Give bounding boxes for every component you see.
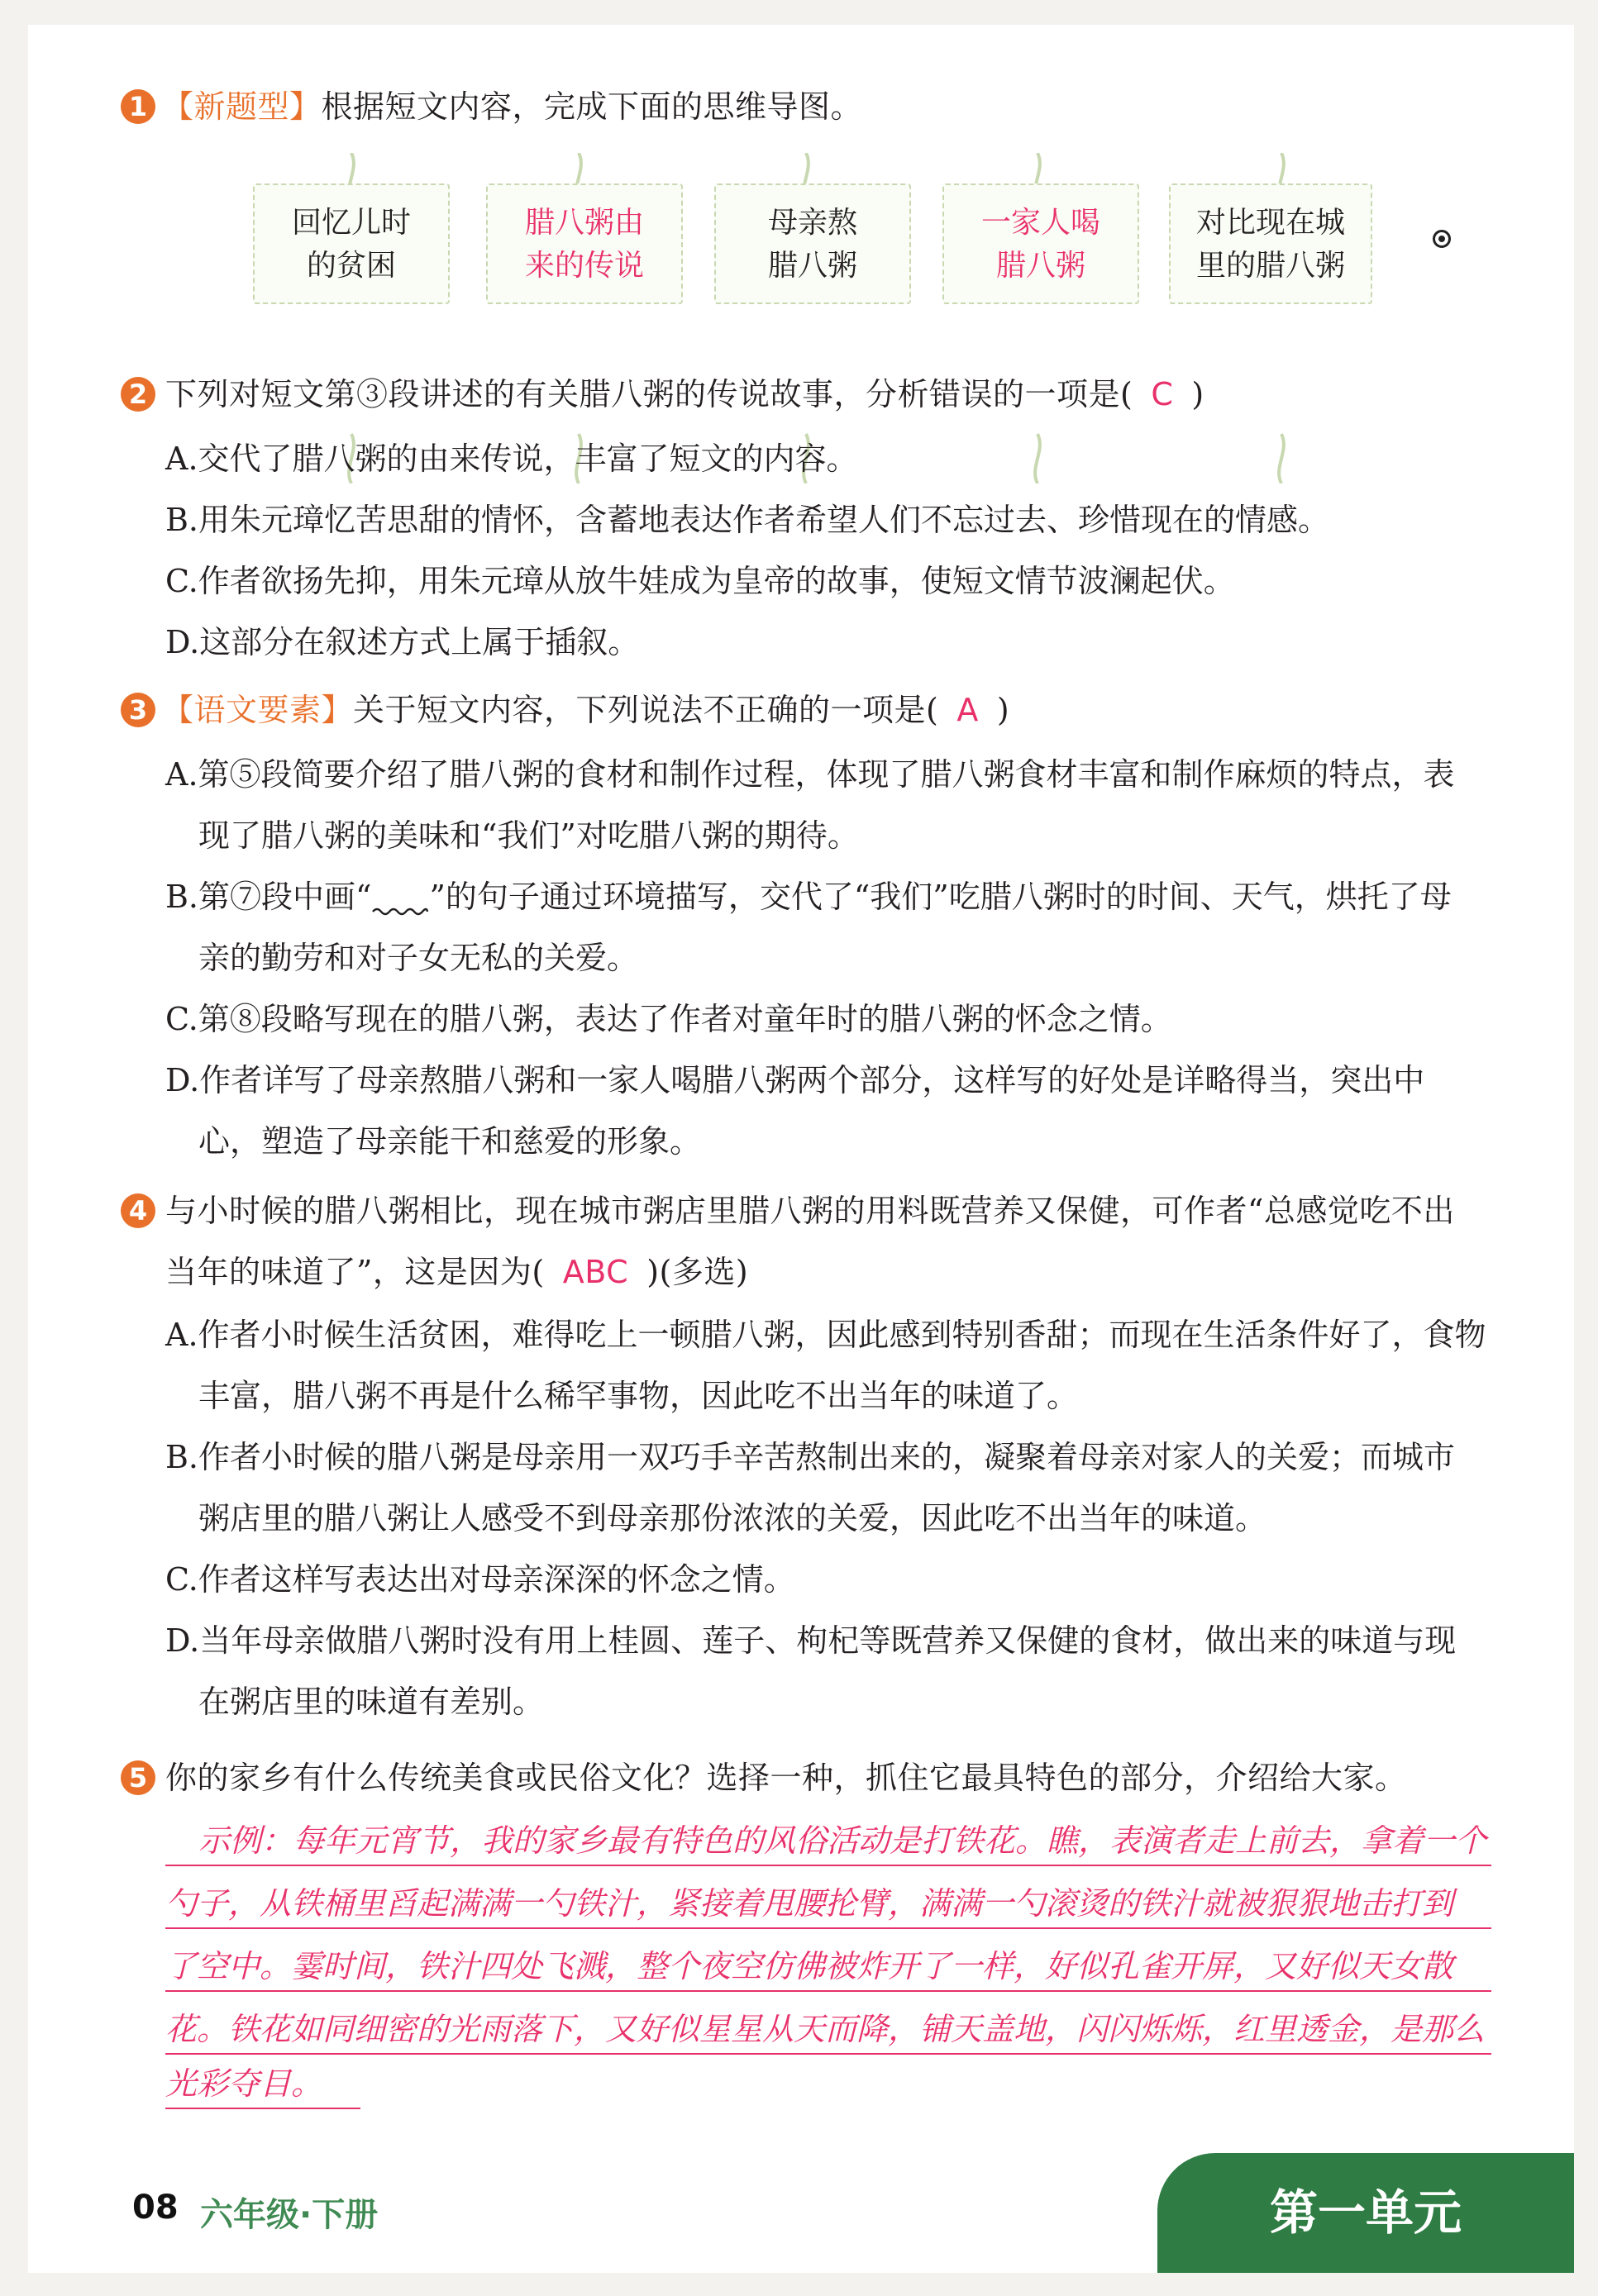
answer-line-4: 花。铁花如同细密的光雨落下，又好似星星从天而降，铺天盖地，闪闪烁烁，红里透金，是那么 — [165, 2011, 1486, 2047]
unit-tab: 第一单元 — [1157, 2153, 1574, 2273]
answer-rule-1 — [165, 1865, 1491, 1866]
q4-option-b-line-2: 粥店里的腊八粥让人感受不到母亲那份浓浓的关爱，因此吃不出当年的味道。 — [198, 1500, 1267, 1536]
mind-map-box-3-line-2: 腊八粥 — [767, 249, 857, 283]
q3-option-b-prefix: B.第⑦段中画“ — [165, 879, 372, 915]
question-5-text: 你的家乡有什么传统美食或民俗文化？选择一种，抓住它最具特色的部分，介绍给大家。 — [165, 1760, 1407, 1796]
page-number: 08 — [132, 2189, 179, 2227]
q4-option-d-line-2: 在粥店里的味道有差别。 — [198, 1684, 545, 1720]
question-2-close-paren: ) — [1191, 376, 1204, 412]
question-4-text-line-2 — [165, 1251, 748, 1293]
answer-line-5: 光彩夺目。 — [165, 2065, 323, 2102]
question-4-answer: ABC — [562, 1254, 629, 1290]
mind-map-box-3-line-1: 母亲熬 — [767, 206, 857, 240]
mind-map-box-2 — [486, 183, 683, 304]
question-3-text — [162, 689, 1009, 731]
question-2-prompt: 下列对短文第③段讲述的有关腊八粥的传说故事，分析错误的一项是( — [165, 376, 1133, 412]
mind-map-box-4-line-1: 一家人喝 — [980, 206, 1100, 240]
question-4-text-line-1: 与小时候的腊八粥相比，现在城市粥店里腊八粥的用料既营养又保健，可作者“总感觉吃不出 — [165, 1193, 1455, 1229]
q3-option-b-line-1 — [165, 876, 1452, 917]
q3-option-a-line-1: A.第⑤段简要介绍了腊八粥的食材和制作过程，体现了腊八粥食材丰富和制作麻烦的特点，表 — [165, 756, 1455, 793]
question-4-prompt: 当年的味道了”，这是因为( — [165, 1254, 545, 1290]
mind-map-box-1-line-2: 的贫困 — [306, 249, 396, 283]
q2-option-a: A.交代了腊八粥的由来传说，丰富了短文的内容。 — [165, 441, 858, 477]
q3-option-b-suffix: ”的句子通过环境描写，交代了“我们”吃腊八粥时的时间、天气，烘托了母 — [429, 879, 1452, 915]
question-number-3: 3 — [121, 693, 155, 727]
grade-label: 六年级·下册 — [200, 2196, 379, 2234]
mind-map-box-1-line-1: 回忆儿时 — [291, 206, 411, 240]
q3-option-d-line-2: 心，塑造了母亲能干和慈爱的形象。 — [198, 1123, 702, 1160]
q4-option-a-line-1: A.作者小时候生活贫困，难得吃上一顿腊八粥，因此感到特别香甜；而现在生活条件好了，食物 — [165, 1317, 1486, 1353]
q4-option-c: C.作者这样写表达出对母亲深深的怀念之情。 — [165, 1561, 795, 1598]
mind-map-box-4 — [942, 183, 1139, 304]
answer-line-1: 示例：每年元宵节，我的家乡最有特色的风俗活动是打铁花。瞧，表演者走上前去，拿着一个 — [198, 1822, 1487, 1859]
question-3-close-paren: ) — [996, 692, 1010, 728]
q3-option-b-line-2: 亲的勤劳和对子女无私的关爱。 — [198, 940, 639, 976]
question-4-multi-select-note: )(多选) — [646, 1254, 749, 1290]
mind-map-box-1 — [253, 183, 450, 304]
question-1-prompt: 根据短文内容，完成下面的思维导图。 — [321, 88, 863, 125]
q3-option-a-line-2: 现了腊八粥的美味和“我们”对吃腊八粥的期待。 — [198, 817, 859, 854]
question-number-5: 5 — [121, 1760, 155, 1795]
q3-option-c: C.第⑧段略写现在的腊八粥，表达了作者对童年时的腊八粥的怀念之情。 — [165, 1001, 1172, 1037]
wavy-underline-icon — [371, 898, 429, 917]
mind-map-box-3 — [714, 183, 911, 304]
question-number-1: 1 — [121, 89, 155, 124]
answer-rule-4 — [165, 2053, 1491, 2055]
bullet-target-icon — [1433, 230, 1451, 248]
q4-option-d-line-1: D.当年母亲做腊八粥时没有用上桂圆、莲子、枸杞等既营养又保健的食材，做出来的味道与现 — [165, 1622, 1457, 1659]
q3-option-d-line-1: D.作者详写了母亲熬腊八粥和一家人喝腊八粥两个部分，这样写的好处是详略得当，突出中 — [165, 1062, 1425, 1098]
question-number-4: 4 — [121, 1193, 155, 1228]
answer-line-2: 勺子，从铁桶里舀起满满一勺铁汁，紧接着甩腰抡臂，满满一勺滚烫的铁汁就被狠狠地击打到 — [165, 1885, 1454, 1922]
mind-map-box-2-line-1: 腊八粥由 — [524, 206, 644, 240]
question-2-text — [165, 374, 1204, 415]
question-3-prompt: 关于短文内容，下列说法不正确的一项是( — [353, 692, 939, 728]
question-2-answer: C — [1151, 376, 1174, 412]
answer-rule-3 — [165, 1990, 1491, 1992]
answer-line-3: 了空中。霎时间，铁汁四处飞溅，整个夜空仿佛被炸开了一样，好似孔雀开屏，又好似天女散 — [165, 1948, 1454, 1984]
q2-option-b: B.用朱元璋忆苦思甜的情怀，含蓄地表达作者希望人们不忘过去、珍惜现在的情感。 — [165, 502, 1330, 538]
mind-map-box-5-line-2: 里的腊八粥 — [1195, 249, 1345, 283]
q2-option-c: C.作者欲扬先抑，用朱元璋从放牛娃成为皇帝的故事，使短文情节波澜起伏。 — [165, 563, 1235, 599]
q4-option-b-line-1: B.作者小时候的腊八粥是母亲用一双巧手辛苦熬制出来的，凝聚着母亲对家人的关爱；而城市 — [165, 1439, 1456, 1475]
answer-rule-5 — [165, 2108, 360, 2109]
question-1-text — [162, 86, 862, 127]
mind-map-box-5-line-1: 对比现在城 — [1195, 206, 1345, 240]
mind-map-box-4-line-2: 腊八粥 — [995, 249, 1085, 283]
q4-option-a-line-2: 丰富，腊八粥不再是什么稀罕事物，因此吃不出当年的味道了。 — [198, 1378, 1079, 1414]
new-type-tag: 【新题型】 — [162, 88, 322, 125]
q2-option-d: D.这部分在叙述方式上属于插叙。 — [165, 624, 640, 660]
mind-map-box-2-line-2: 来的传说 — [524, 249, 644, 283]
language-element-tag: 【语文要素】 — [162, 692, 354, 728]
question-3-answer: A — [956, 692, 979, 728]
answer-rule-2 — [165, 1927, 1491, 1929]
mind-map-box-5 — [1169, 183, 1372, 304]
question-number-2: 2 — [121, 377, 155, 412]
